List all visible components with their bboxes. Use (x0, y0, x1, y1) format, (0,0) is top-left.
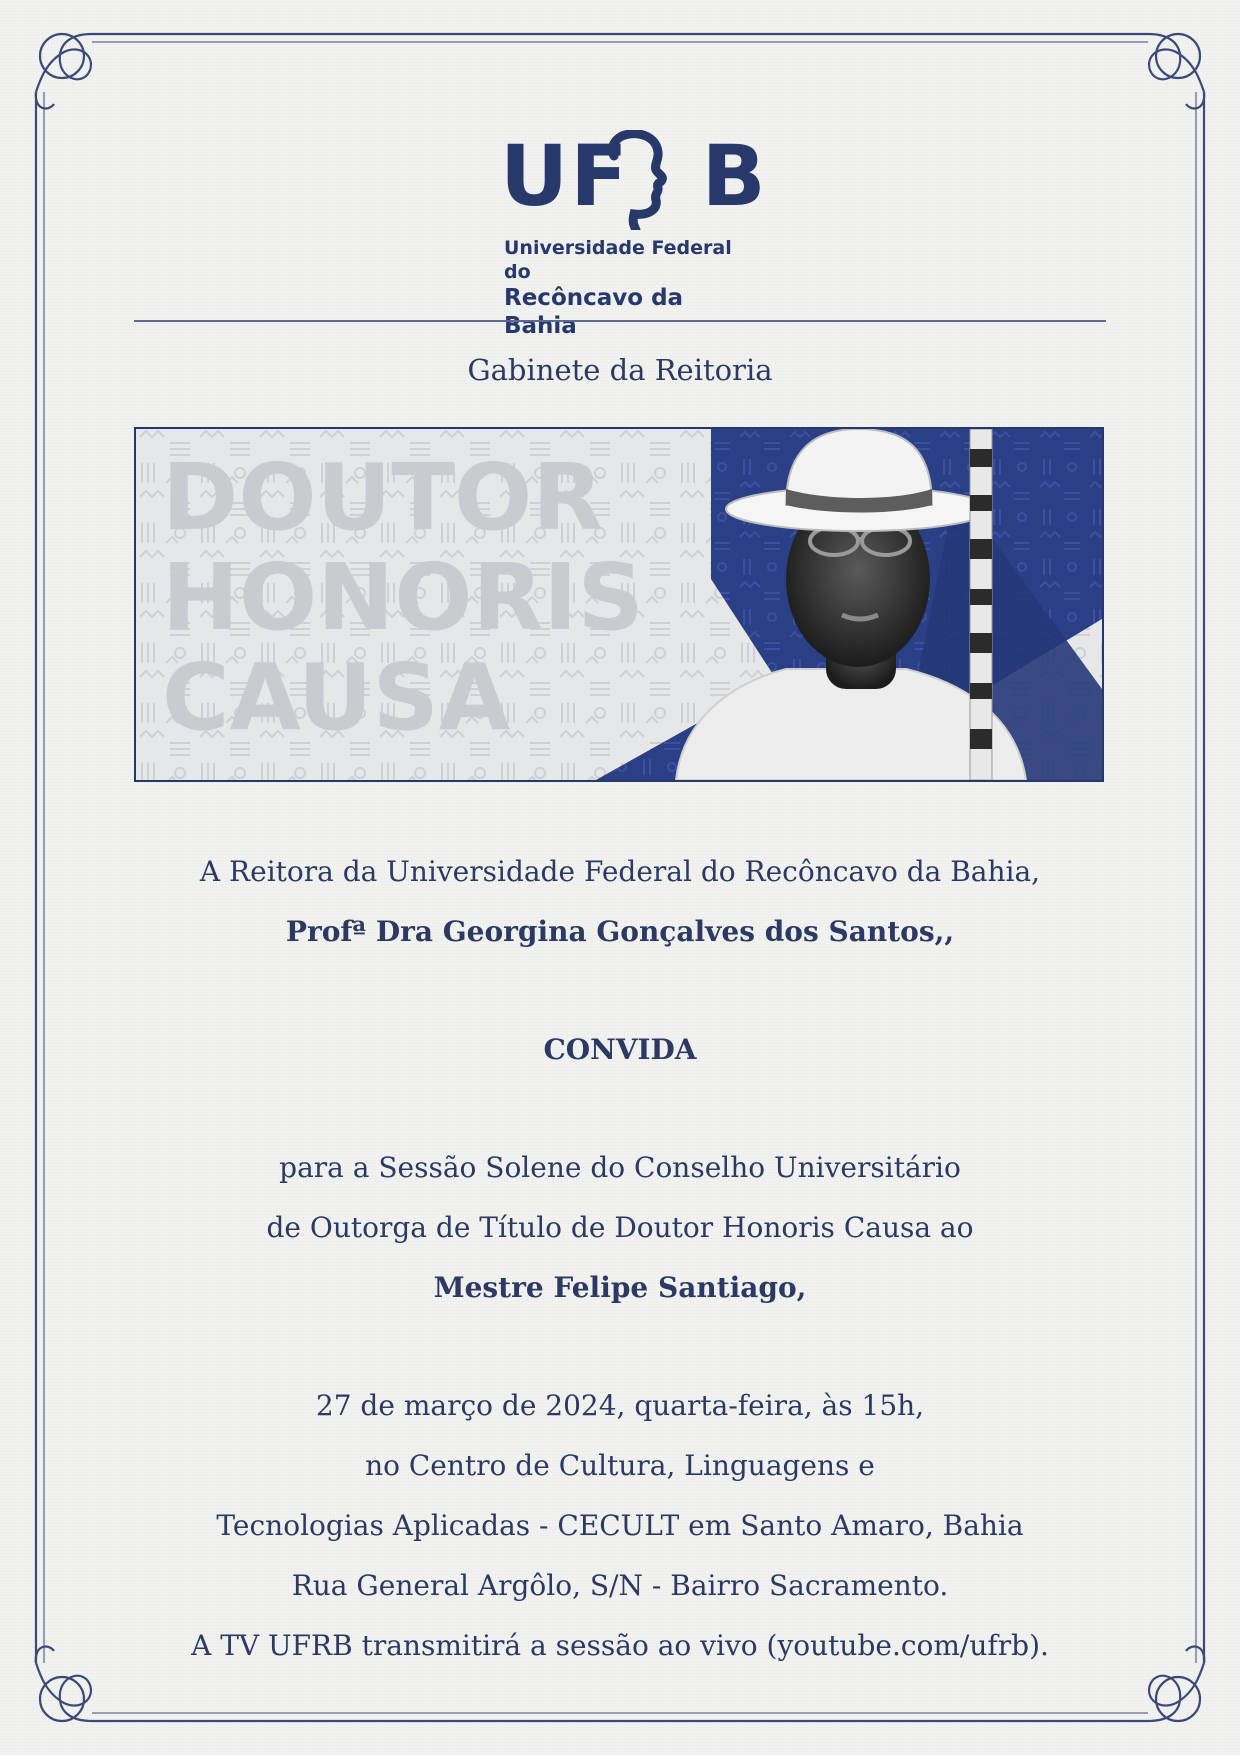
ufrb-logo (500, 127, 768, 339)
rector-name: Profª Dra Georgina Gonçalves dos Santos,, (285, 915, 955, 948)
venue-line1: no Centro de Cultura, Linguagens e (365, 1449, 875, 1482)
banner-title-line3: CAUSA (162, 644, 511, 751)
banner-title-line2: HONORIS (162, 544, 644, 651)
office-name: Gabinete da Reitoria (467, 353, 773, 387)
event-date: 27 de março de 2024, quarta-feira, às 15h, (315, 1389, 925, 1422)
banner-art (136, 429, 1102, 780)
header-divider (134, 320, 1106, 322)
venue-line2: Tecnologias Aplicadas - CECULT em Santo Amaro, Bahia (216, 1509, 1024, 1542)
venue-address: Rua General Argôlo, S/N - Bairro Sacramento. (291, 1569, 949, 1602)
honoree-name: Mestre Felipe Santiago, (433, 1271, 807, 1304)
purpose-line2: de Outorga de Título de Doutor Honoris Causa ao (266, 1211, 974, 1244)
honoris-causa-banner (134, 427, 1104, 782)
logo-subtitle (504, 236, 744, 340)
invite-verb: CONVIDA (543, 1033, 697, 1066)
logo-letters-right: B (701, 127, 768, 225)
broadcast-info: A TV UFRB transmitirá a sessão ao vivo (youtube.com/ufrb). (191, 1629, 1049, 1662)
banner-title-line1: DOUTOR (162, 444, 604, 551)
logo-subtitle-line1: Universidade Federal do (504, 237, 732, 283)
intro-line: A Reitora da Universidade Federal do Recôncavo da Bahia, (199, 855, 1041, 888)
purpose-line1: para a Sessão Solene do Conselho Universitário (279, 1151, 961, 1184)
logo-letters-left: UF (500, 127, 630, 225)
logo-subtitle-line2: Recôncavo da Bahia (504, 285, 684, 339)
face-profile-icon (604, 130, 674, 230)
